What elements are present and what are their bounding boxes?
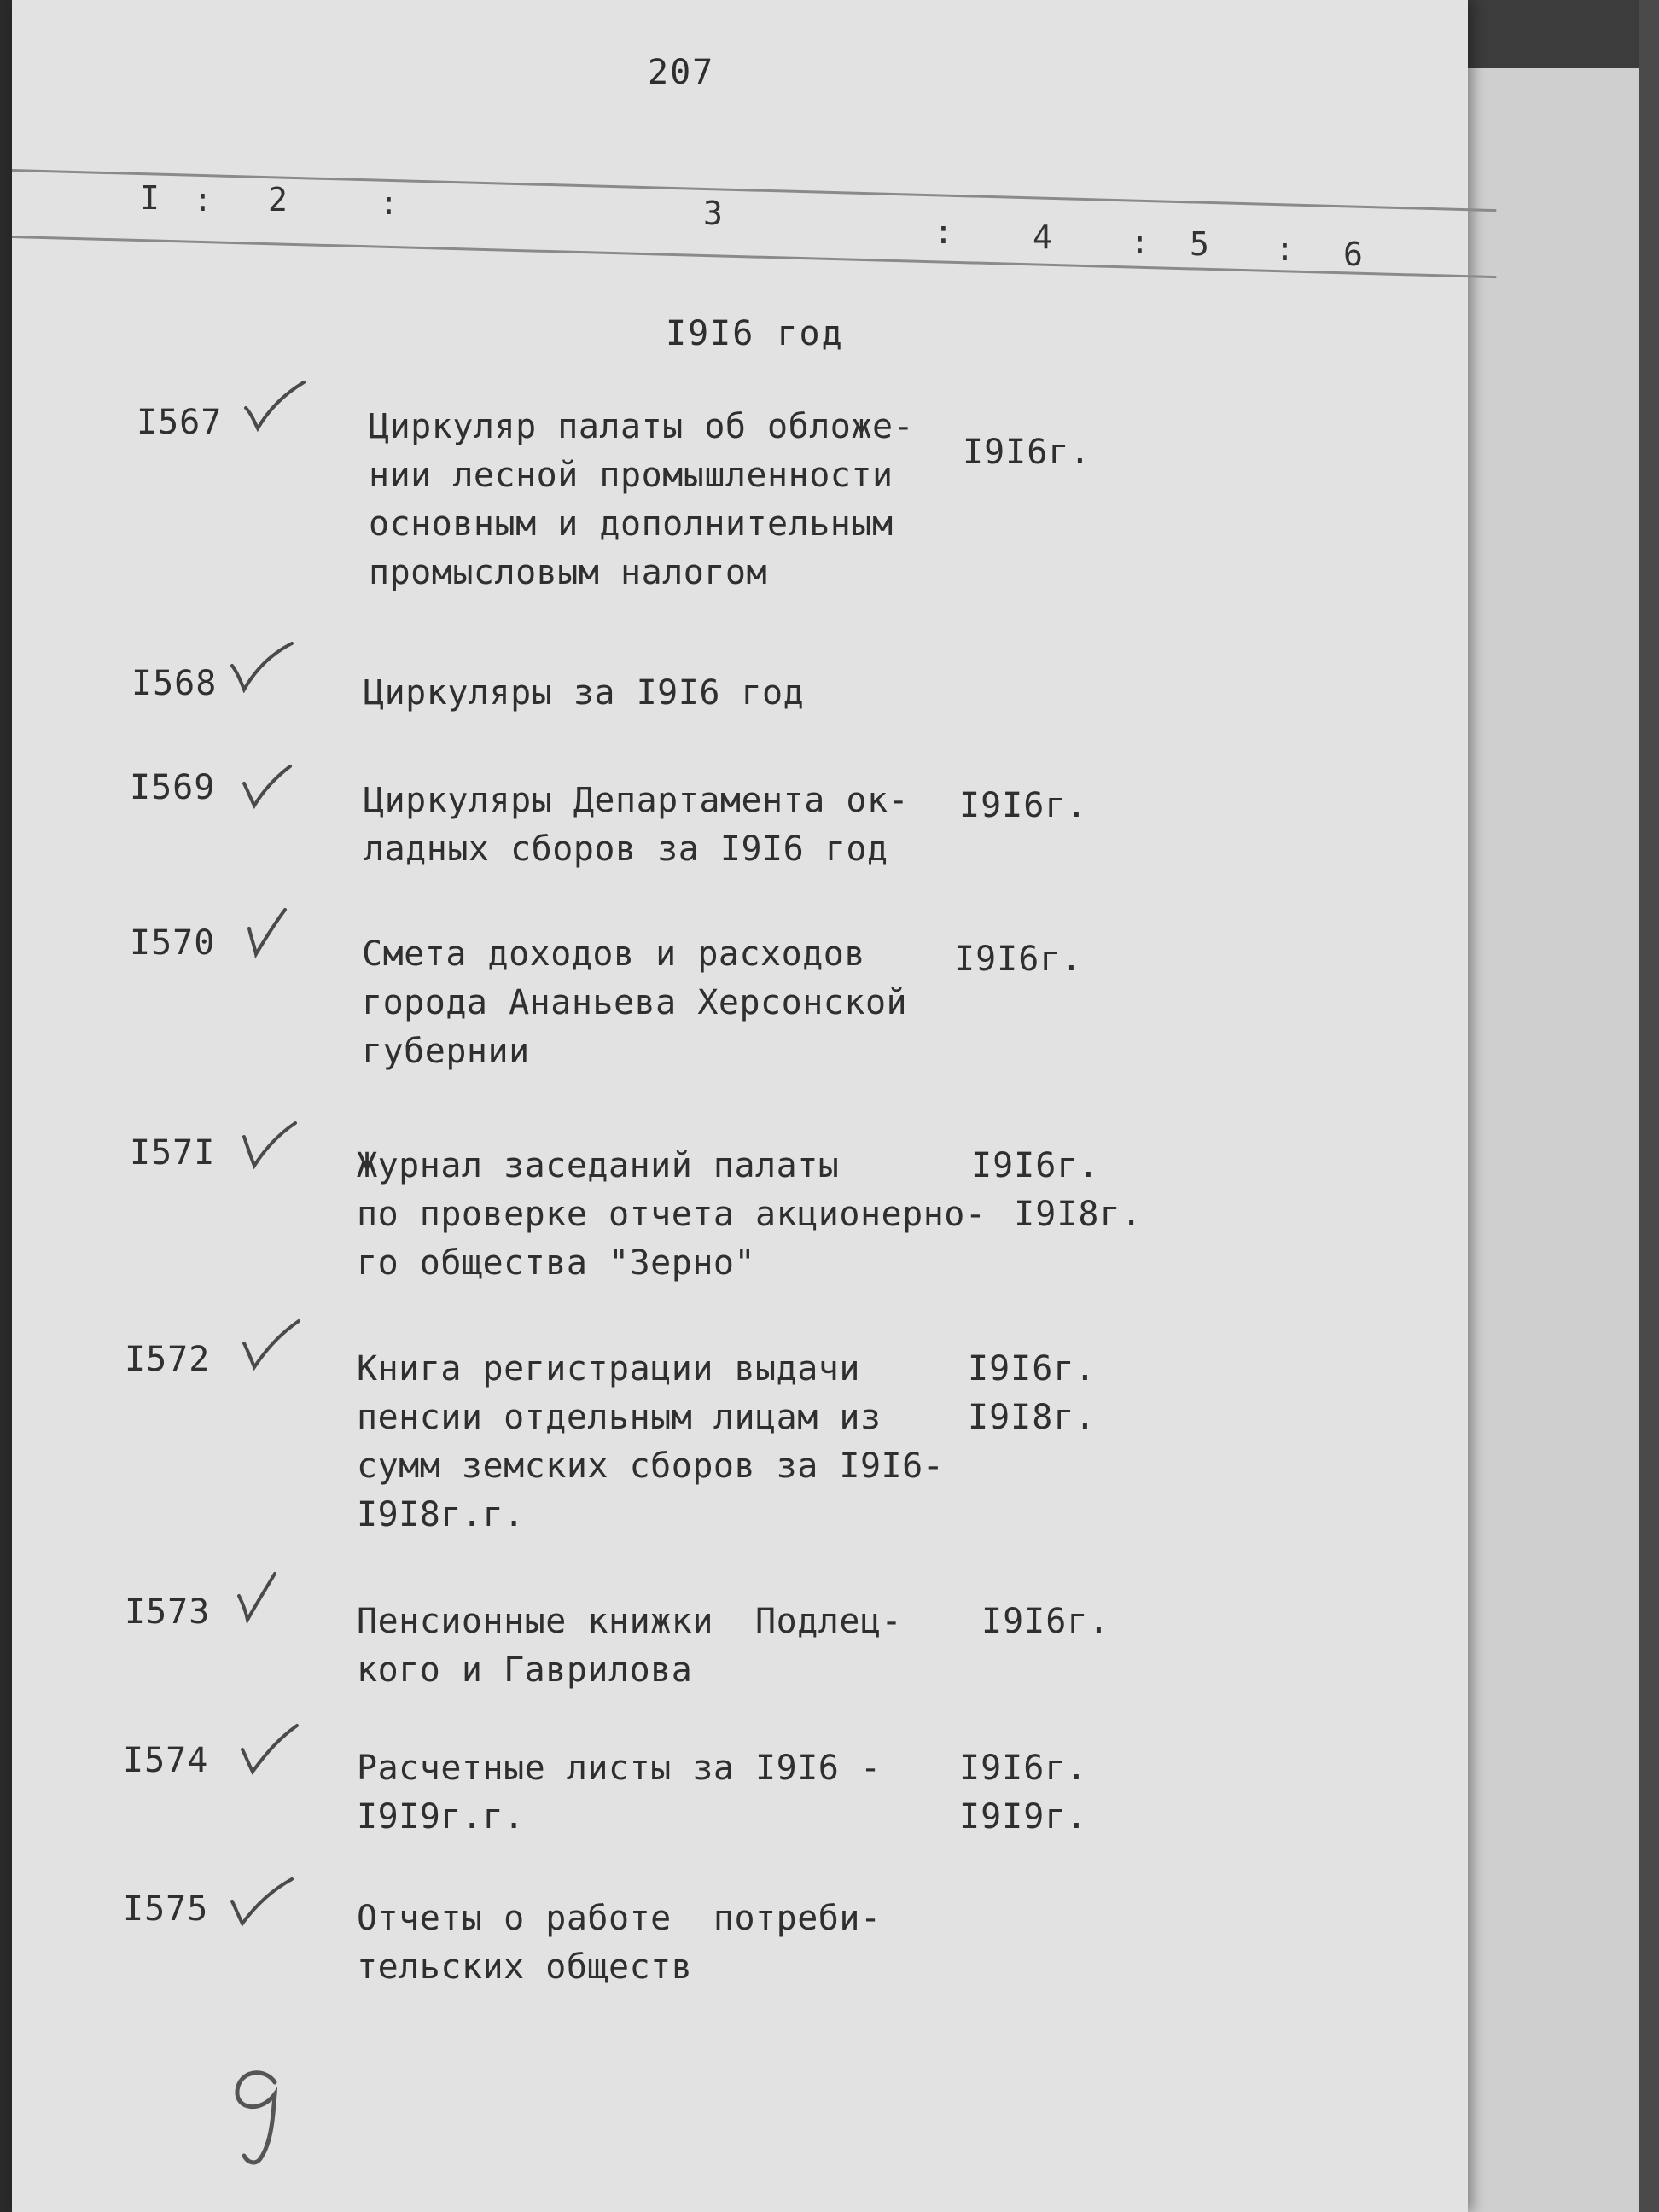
entry-number: I572: [125, 1340, 211, 1379]
column-header-4: 4: [1033, 218, 1052, 256]
entry-dates: I9I6г.: [981, 1602, 1110, 1641]
entry-number: I574: [123, 1741, 209, 1780]
scan-edge-left: [0, 0, 12, 2212]
column-header-6: 6: [1343, 236, 1363, 273]
entry-dates: I9I6г. I9I8г.: [971, 1146, 1143, 1234]
entry-title: Циркуляры Департамента ок- ладных сборов за I9I6 год: [364, 781, 910, 869]
check-mark-icon: [236, 1722, 304, 1775]
page-number: 207: [648, 53, 715, 92]
check-mark-icon: [236, 760, 304, 812]
column-header-2: 2: [268, 181, 288, 218]
column-separator: :: [934, 213, 953, 251]
scan-edge-right: [1639, 0, 1659, 2212]
entry-number: I568: [131, 664, 218, 703]
check-mark-icon: [239, 379, 307, 432]
column-header-5: 5: [1190, 225, 1209, 263]
entry-title: Пенсионные книжки Подлец- кого и Гаврилова: [357, 1602, 903, 1690]
entry-number: I573: [125, 1592, 211, 1632]
column-header-3: 3: [703, 195, 723, 232]
header-rule-top: [12, 169, 1496, 212]
column-separator: :: [193, 181, 212, 218]
check-mark-icon: [237, 906, 306, 959]
column-header-1: I: [140, 179, 160, 217]
check-mark-icon: [227, 640, 295, 693]
entry-number: I569: [130, 768, 216, 807]
entry-title: Циркуляр палаты об обложе- нии лесной промышленности основным и дополнительным промысловым налогом: [369, 407, 915, 592]
check-mark-icon: [230, 1570, 299, 1623]
entry-title: Смета доходов и расходов города Ананьева Херсонской губернии: [362, 934, 908, 1071]
entry-dates: I9I6г. I9I8г.: [968, 1349, 1097, 1437]
handwritten-sheet-count: [222, 2057, 299, 2168]
entry-title: Расчетные листы за I9I6 - I9I9г.г.: [357, 1749, 882, 1837]
column-separator: :: [379, 184, 399, 222]
entry-number: I570: [130, 923, 216, 963]
column-separator: :: [1130, 224, 1150, 261]
entry-number: I575: [123, 1889, 209, 1929]
entry-dates: I9I6г.: [959, 786, 1088, 825]
entry-dates: I9I6г. I9I9г.: [959, 1749, 1088, 1837]
entry-number: I567: [137, 403, 223, 442]
entry-dates: I9I6г.: [954, 940, 1083, 979]
entry-number: I57I: [130, 1133, 216, 1173]
entry-dates: I9I6г.: [963, 433, 1091, 472]
entry-title: Книга регистрации выдачи пенсии отдельным лицам из сумм земских сборов за I9I6- I9I8г.г.: [357, 1349, 945, 1534]
check-mark-icon: [236, 1318, 304, 1371]
check-mark-icon: [227, 1874, 295, 1927]
entry-title: Циркуляры за I9I6 год: [364, 673, 805, 713]
column-separator: :: [1275, 230, 1295, 268]
entry-title: Журнал заседаний палаты по проверке отчета акционерно- го общества "Зерно": [357, 1146, 987, 1283]
document-page: [12, 0, 1468, 2212]
header-rule-bottom: [12, 236, 1496, 278]
year-heading: I9I6 год: [666, 314, 844, 353]
check-mark-icon: [236, 1118, 304, 1171]
entry-title: Отчеты о работе потреби- тельских обществ: [357, 1899, 882, 1987]
